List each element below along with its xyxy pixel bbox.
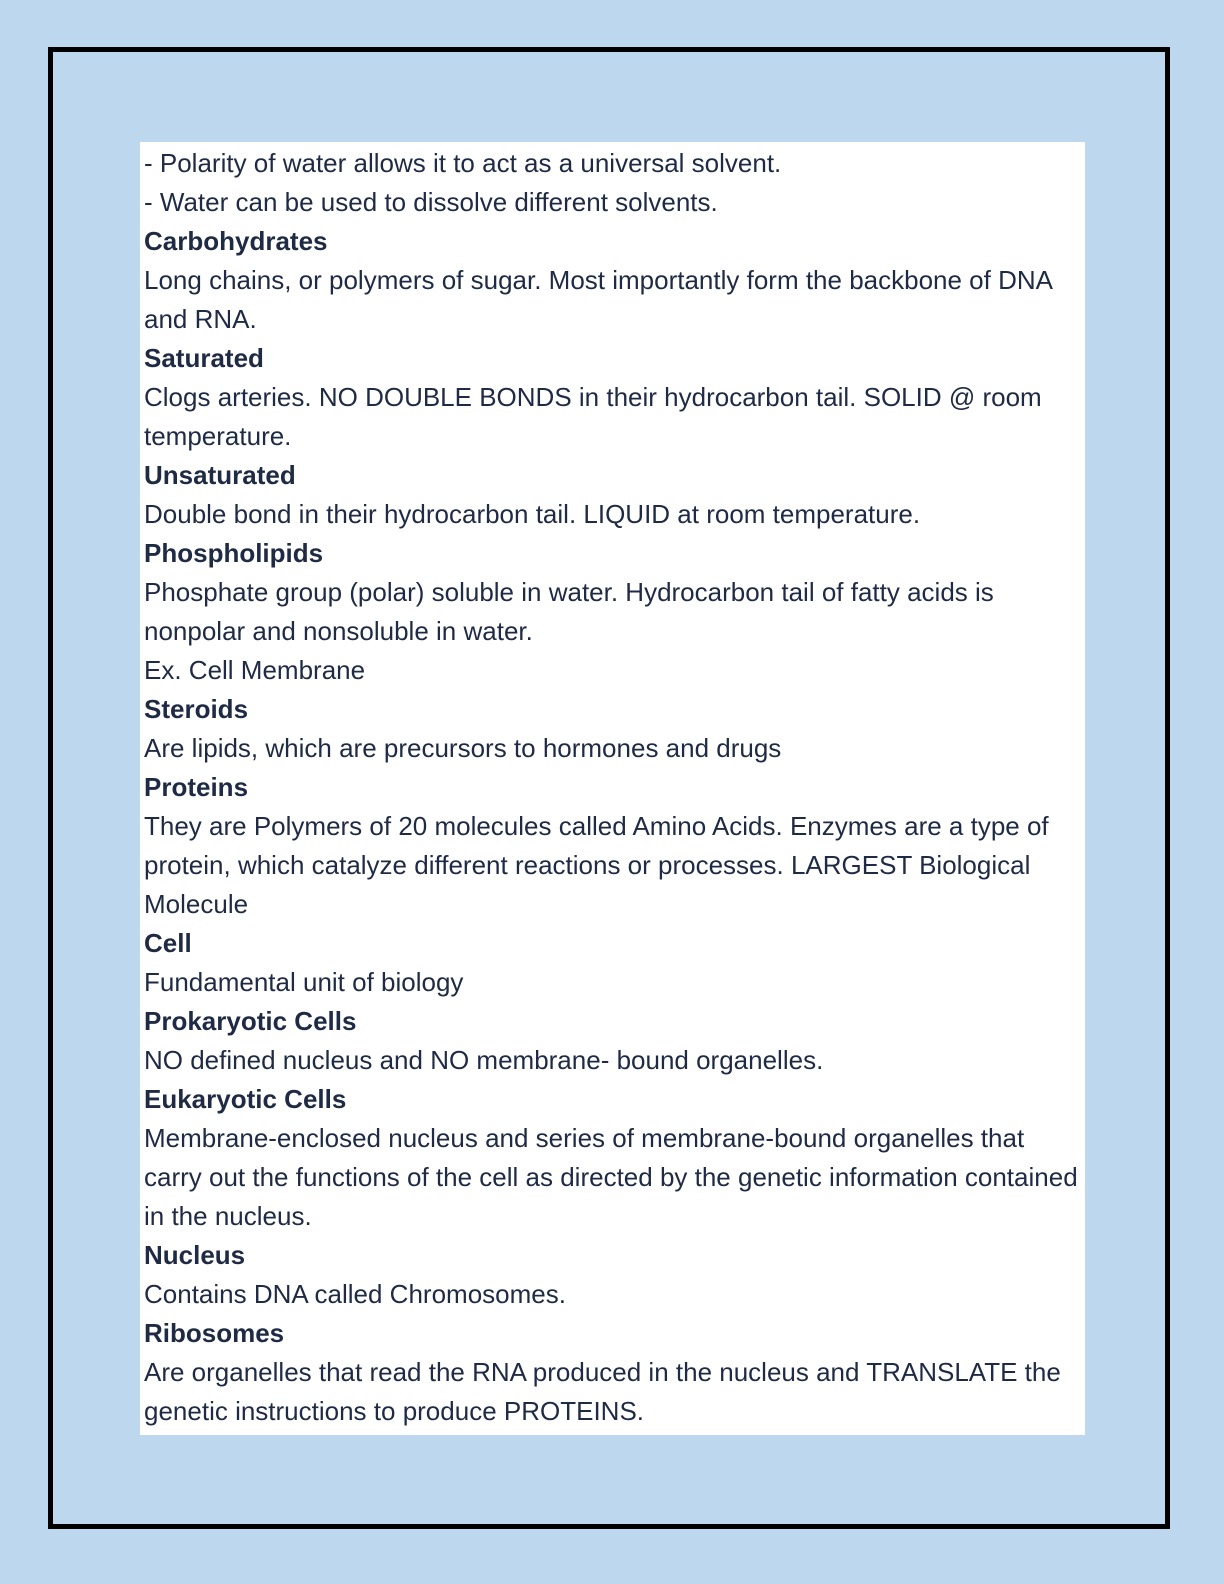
section-heading: Unsaturated xyxy=(144,460,296,490)
section-body: Are organelles that read the RNA produced in the nucleus and TRANSLATE the genetic instructions to produce PROTEINS. xyxy=(144,1357,1061,1426)
section-body: Fundamental unit of biology xyxy=(144,967,464,997)
intro-line: - Water can be used to dissolve different solvents. xyxy=(144,187,718,217)
section-heading: Carbohydrates xyxy=(144,226,328,256)
section-body: Phosphate group (polar) soluble in water. Hydrocarbon tail of fatty acids is nonpolar and nonsoluble in water. xyxy=(144,577,994,646)
section-body: Contains DNA called Chromosomes. xyxy=(144,1279,566,1309)
section-body: NO defined nucleus and NO membrane- bound organelles. xyxy=(144,1045,824,1075)
section-body: Double bond in their hydrocarbon tail. LIQUID at room temperature. xyxy=(144,499,921,529)
section-heading: Nucleus xyxy=(144,1240,246,1270)
section-body: Clogs arteries. NO DOUBLE BONDS in their hydrocarbon tail. SOLID @ room temperature. xyxy=(144,382,1042,451)
section-heading: Cell xyxy=(144,928,192,958)
section-heading: Steroids xyxy=(144,694,249,724)
section-body: Are lipids, which are precursors to hormones and drugs xyxy=(144,733,782,763)
section-body: They are Polymers of 20 molecules called Amino Acids. Enzymes are a type of protein, which catalyze different reactions or processes. LARGEST Biological Molecule xyxy=(144,811,1049,919)
section-body: Membrane-enclosed nucleus and series of membrane-bound organelles that carry out the functions of the cell as directed by the genetic information contained in the nucleus. xyxy=(144,1123,1078,1231)
section-body: Long chains, or polymers of sugar. Most importantly form the backbone of DNA and RNA. xyxy=(144,265,1052,334)
section-example: Ex. Cell Membrane xyxy=(144,655,366,685)
section-heading: Saturated xyxy=(144,343,264,373)
section-heading: Prokaryotic Cells xyxy=(144,1006,357,1036)
section-heading: Eukaryotic Cells xyxy=(144,1084,347,1114)
section-heading: Proteins xyxy=(144,772,249,802)
notes-text-box xyxy=(140,142,1085,1435)
intro-line: - Polarity of water allows it to act as a universal solvent. xyxy=(144,148,782,178)
section-heading: Phospholipids xyxy=(144,538,324,568)
section-heading: Ribosomes xyxy=(144,1318,285,1348)
